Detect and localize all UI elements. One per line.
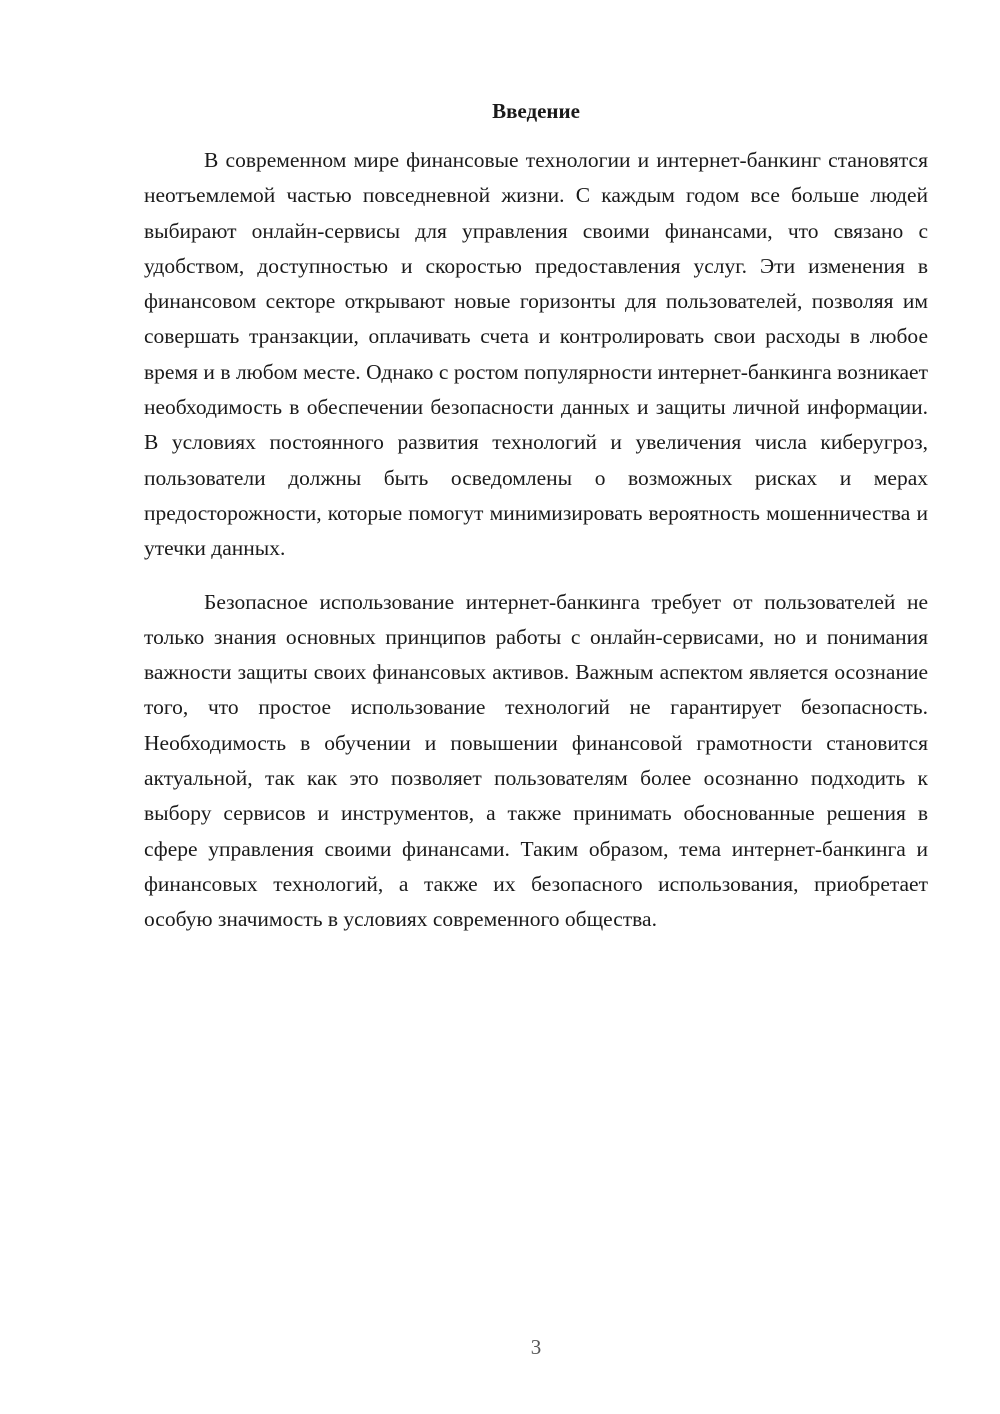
paragraph-1: В современном мире финансовые технологии и интернет-банкинг становятся неотъемлемой частью повседневной жизни. С каждым годом все больше людей выбирают онлайн-сервисы для управления своими финансами, что связано с удобством, доступностью и скоростью предоставления услуг. Эти изменения в финансовом секторе открывают новые горизонты для пользователей, позволяя им совершать транзакции, оплачивать счета и контролировать свои расходы в любое время и в любом месте. Однако с ростом популярности интернет-банкинга возникает необходимость в обеспечении безопасности данных и защиты личной информации. В условиях постоянного развития технологий и увеличения числа киберугроз, пользователи должны быть осведомлены о возможных рисках и мерах предосторожности, которые помогут минимизировать вероятность мошенничества и утечки данных.: [144, 148, 928, 561]
section-title: Введение: [492, 99, 580, 123]
paragraph-2: Безопасное использование интернет-банкинга требует от пользователей не только знания основных принципов работы с онлайн-сервисами, но и понимания важности защиты своих финансовых активов. Важным аспектом является осознание того, что простое использование технологий не гарантирует безопасность. Необходимость в обучении и повышении финансовой грамотности становится актуальной, так как это позволяет пользователям более осознанно подходить к выбору сервисов и инструментов, а также принимать обоснованные решения в сфере управления своими финансами. Таким образом, тема интернет-банкинга и финансовых технологий, а также их безопасного использования, приобретает особую значимость в условиях современного общества.: [144, 589, 928, 932]
body-text: [144, 143, 928, 938]
page-number: 3: [530, 1335, 542, 1359]
